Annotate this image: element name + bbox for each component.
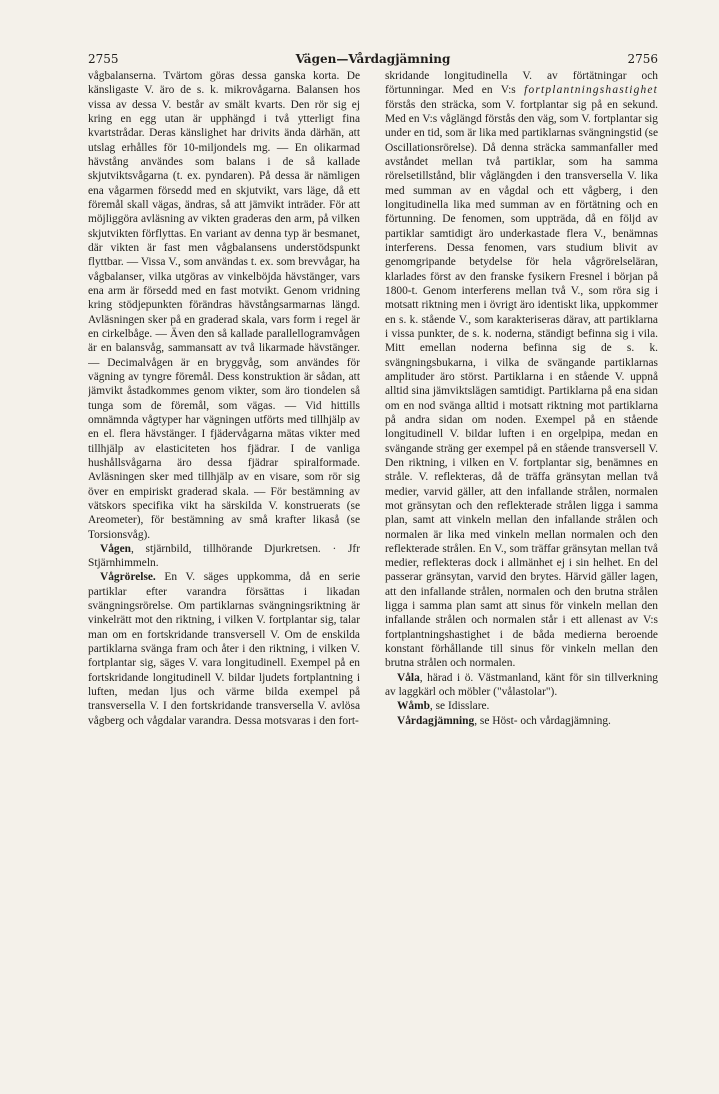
- entry-vagen: [88, 542, 360, 571]
- entry-wamb: [385, 699, 658, 713]
- term-fortplantningshastighet: fortplantningshastighet: [524, 84, 658, 97]
- headword-vardagjamning: Vårdagjämning: [397, 714, 475, 727]
- text-part-1: skridande longitudinella V. av förtätningar och förtunningar. Med en V:s: [385, 70, 658, 97]
- entry-text-vardagjamning: , se Höst- och vårdagjämning.: [474, 714, 611, 727]
- page-header: [88, 50, 658, 68]
- running-title: Vägen—Vårdagjämning: [295, 52, 451, 66]
- headword-vagen: Vågen: [100, 542, 132, 555]
- headword-wamb: Wåmb: [397, 700, 430, 713]
- page-number-right: 2756: [627, 52, 658, 66]
- text-part-2: förstås den sträcka, som V. fortplantar sig på en sekund. Med en V:s våglängd förstås den väg, som V. fortplantar sig under en tid, som är lika med partiklarnas svängningstid (se Oscillationsrörelse). Då denna sträcka sammanfaller med avståndet mellan två partiklar, som ha samma rörelsetillstånd, blir våglängden i den transversella V. lika med summan av en vågdal och ett vågberg, i den longitudinella lika med summan av en förtätning och en förtunning. De fenomen, som uppträda, då en följd av partiklar samtidigt äro underkastade flera V., benämnas interferens. Dessa fenomen, vars studium blivit av genomgripande betydelse för hela vågrörelseläran, klarlades först av den franske fysikern Fresnel i början på 1800-t. Genom interferens mellan två V., som röra sig i motsatt riktning men i övrigt äro identiskt lika, uppkommer en s. k. stående V., som karakteriseras därav, att partiklarna i vissa punkter, de s. k. noderna, ständigt befinna sig i vila. Mitt emellan noderna befinna sig de s. k. svängningsbukarna, i vilka de svängande partiklarnas amplituder äro störst. Partiklarna i en stående V. uppnå alltid sina jämviktslägen samtidigt. Partiklarna på ena sidan om en nod svänga alltid i motsatt riktning mot partiklarna på andra sidan om noden. Exempel på en stående longitudinell V. bildar luften i en orgelpipa, medan en svängande sträng ger exempel på en stående transversell V. Den riktning, i vilken en V. fortplantar sig, benämnes en stråle. V. reflekteras, då de träffa gränsytan mellan två medier, varvid gäller, att den infallande strålen, normalen mot gränsytan och den reflekterade strålen ligga i samma plan, samt att vinkeln mellan den infallande strålen och normalen är lika med vinkeln mellan normalen och den reflekterade strålen. En V., som träffar gränsytan mellan två medier, reflekteras dock i allmänhet ej i sin helhet. En del passerar gränsytan, varvid den brytes. Härvid gäller lagen, att den infallande strålen, normalen och den brutna strålen ligga i samma plan samt att sinus för vinkeln mellan den infallande strålen och normalen står i ett allenast av V:s fortplantningshastighet i de båda medierna beroende konstant förhållande till sinus för vinkeln mellan den brutna strålen och normalen.: [385, 98, 658, 670]
- entry-vagrorelse: [88, 570, 360, 728]
- entry-text-wamb: , se Idisslare.: [429, 700, 490, 713]
- headword-vala: Våla: [397, 671, 420, 684]
- entry-vala: [385, 671, 658, 700]
- entry-text-vagen: , stjärnbild, tillhörande Djurkretsen. · Jfr Stjärnhimmeln.: [88, 542, 360, 570]
- entry-text-vagrorelse: En V. säges uppkomma, då en serie partiklar efter varandra försättas i likadan svängningsrörelse. Om partiklarnas svängningsriktning är vinkelrätt mot den riktning, i vilken V. fortplantar sig, talar man om en fortskridande transversell V. Om de enskilda partiklarna svänga fram och åter i den riktning, i vilken V. fortplantar sig, säges V. vara longitudinell. Exempel på en fortskridande longitudinell V. bildar ljudets fortplantning i luften, medan ljus och värme bilda exempel på transversella V. I den fortskridande transversella V. avlösa vågberg och vågdalar varandra. Dessa motsvaras i den fort-: [88, 571, 360, 727]
- page-number-left: 2755: [88, 52, 119, 66]
- entry-continuation-vagbalans: vågbalanserna. Tvärtom göras dessa ganska korta. De känsligaste V. äro de s. k. mikrovågarna. Balansen hos vissa av dessa V. består av smält kvarts. Den rör sig ej kring en egg utan är upphängd i två ytterligt fina kvartstrådar. Deras känslighet har drivits ända därhän, att utslag erhålles för 10-miljondels mg. — En olikarmad hävstång användes som balans i de så kallade skjutviktsvågarna (t. ex. pyndaren). På dessa är nämligen ena vågarmen försedd med en skjutvikt, vars läge, då ett föremål skall vägas, ändras, så att jämvikt inträder. För att möjliggöra avläsning av vikten graderas den arm, på vilken skjutvikten förflyttas. En variant av denna typ är besmanet, där vikten är fast men vågbalansens understödspunkt flyttbar. — Vissa V., som användas t. ex. som brevvågar, ha vågbalanser, vilka utgöras av vinkelböjda hävstänger, vars ena arm är försedd med en fast motvikt. Genom vridning kring stödjepunkten förändras hävstångsarmarnas längd. Avläsningen sker på en graderad skala, vars form i regel är en cirkelbåge. — Även den så kallade parallellogramvågen är en balansvåg, sammansatt av två likarmade hävstänger. — Decimalvågen är en bryggvåg, som användes för vägning av tyngre föremål. Dess konstruktion är sådan, att jämvikt åstadkommes genom vikter, som äro tiondelen så tunga som de föremål, som vägas. — Vid hittills omnämnda vågtyper har vägningen utförts med tillhjälp av en el. flera hävstänger. I fjädervågarna mätas vikter med tillhjälp av elasticiteten hos fjädrar. I de vanliga hushållsvågarna äro dessa fjädrar spiralformade. Avläsningen sker med tillhjälp av en visare, som rör sig över en empiriskt graderad skala. — För bestämning av vätskors specifika vikt ha särskilda V. konstruerats (se Areometer), för bestämning av små krafter likaså (se Torsionsvåg).: [88, 70, 360, 541]
- entry-vardagjamning: [385, 714, 658, 728]
- headword-vagrorelse: Vågrörelse.: [100, 571, 156, 584]
- entry-text-vala: , härad i ö. Västmanland, känt för sin tillverkning av laggkärl och möbler ("vålastolar").: [385, 671, 658, 699]
- entry-continuation-vagrorelse: [385, 69, 658, 671]
- left-column: [88, 69, 360, 1029]
- right-column: [385, 69, 658, 1029]
